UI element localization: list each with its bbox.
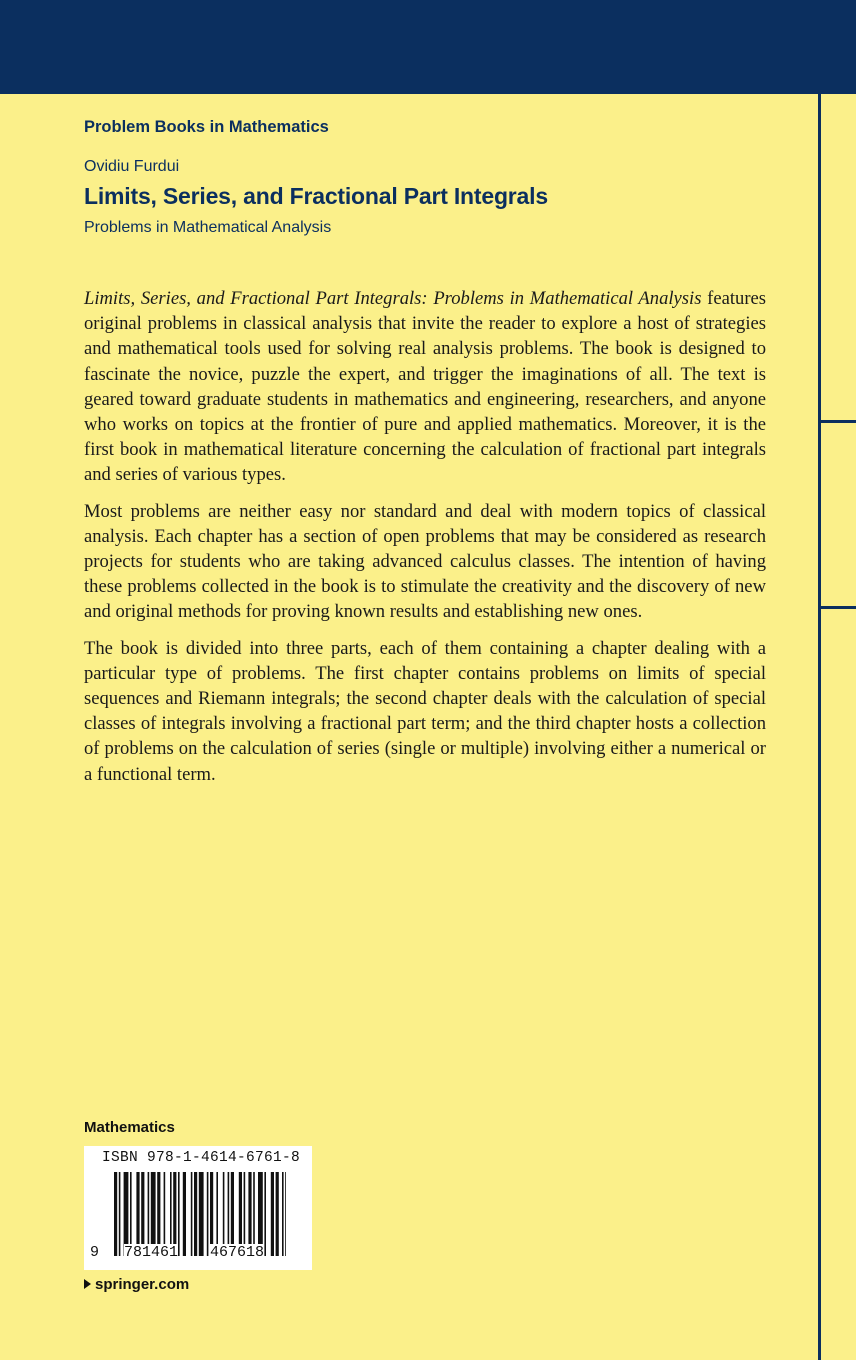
- barcode: [84, 1146, 312, 1270]
- blurb-paragraph-3: The book is divided into three parts, each of them containing a chapter dealing with a particular type of problems. The first chapter contains problems on limits of special sequences and Riemann integrals; the second chapter deals with the calculation of special classes of integrals involving a fractional part term; and the third chapter hosts a collection of problems on the calculation of series (single or multiple) involving either a numerical or a functional term.: [84, 637, 766, 785]
- barcode-bar: [276, 1172, 279, 1256]
- spine-tick-lower: [820, 606, 856, 609]
- spine-tick-upper: [820, 420, 856, 423]
- barcode-bar: [119, 1172, 121, 1256]
- arrow-right-icon: [84, 1279, 91, 1289]
- barcode-bar: [264, 1172, 266, 1256]
- barcode-digits-right: 467618: [210, 1244, 265, 1261]
- barcode-bar: [199, 1172, 204, 1256]
- blurb-paragraph-1-text: features original problems in classical analysis that invite the reader to explore a host of strategies and mathematical tools used for solving real analysis problems. The book is designed to fascinate the novice, puzzle the expert, and trigger the imaginations of all. The text is geared toward graduate students in mathematics and engineering, researchers, and anyone who works on topics at the frontier of pure and applied mathematics. Moreover, it is the first book in mathematical literature concerning the calculation of fractional part integrals and series of various types.: [84, 288, 766, 486]
- author-name: Ovidiu Furdui: [84, 158, 180, 175]
- barcode-digits-left: 781461: [124, 1244, 179, 1261]
- barcode-bar: [191, 1172, 193, 1256]
- series-name: Problem Books in Mathematics: [84, 118, 329, 136]
- barcode-bar: [178, 1172, 180, 1256]
- barcode-bar: [207, 1172, 209, 1256]
- barcode-bar: [194, 1172, 197, 1256]
- barcode-bar: [285, 1172, 286, 1256]
- blurb-paragraph-1: [84, 286, 766, 488]
- isbn-label: ISBN 978-1-4614-6761-8: [102, 1150, 301, 1166]
- barcode-bar: [271, 1172, 274, 1256]
- barcode-digit-first: 9: [90, 1244, 100, 1261]
- barcode-bar: [114, 1172, 117, 1256]
- book-subtitle: Problems in Mathematical Analysis: [84, 219, 332, 236]
- blurb: [84, 286, 766, 798]
- blurb-title-italic: Limits, Series, and Fractional Part Integrals: Problems in Mathematical Analysis: [84, 288, 702, 309]
- springer-link-label: springer.com: [95, 1276, 190, 1293]
- springer-link[interactable]: [84, 1276, 189, 1293]
- book-title: Limits, Series, and Fractional Part Integrals: [84, 183, 548, 209]
- barcode-bar: [282, 1172, 284, 1256]
- barcode-bar: [183, 1172, 186, 1256]
- blurb-paragraph-2: Most problems are neither easy nor standard and deal with modern topics of classical analysis. Each chapter has a section of open problems that may be considered as research projects for students who are taking advanced calculus classes. The intention of having these problems collected in the book is to stimulate the creativity and the discovery of new and original methods for proving known results and establishing new ones.: [84, 500, 766, 623]
- spine-rule: [818, 94, 821, 1360]
- top-color-band: [0, 0, 856, 94]
- subject-category: Mathematics: [84, 1119, 175, 1136]
